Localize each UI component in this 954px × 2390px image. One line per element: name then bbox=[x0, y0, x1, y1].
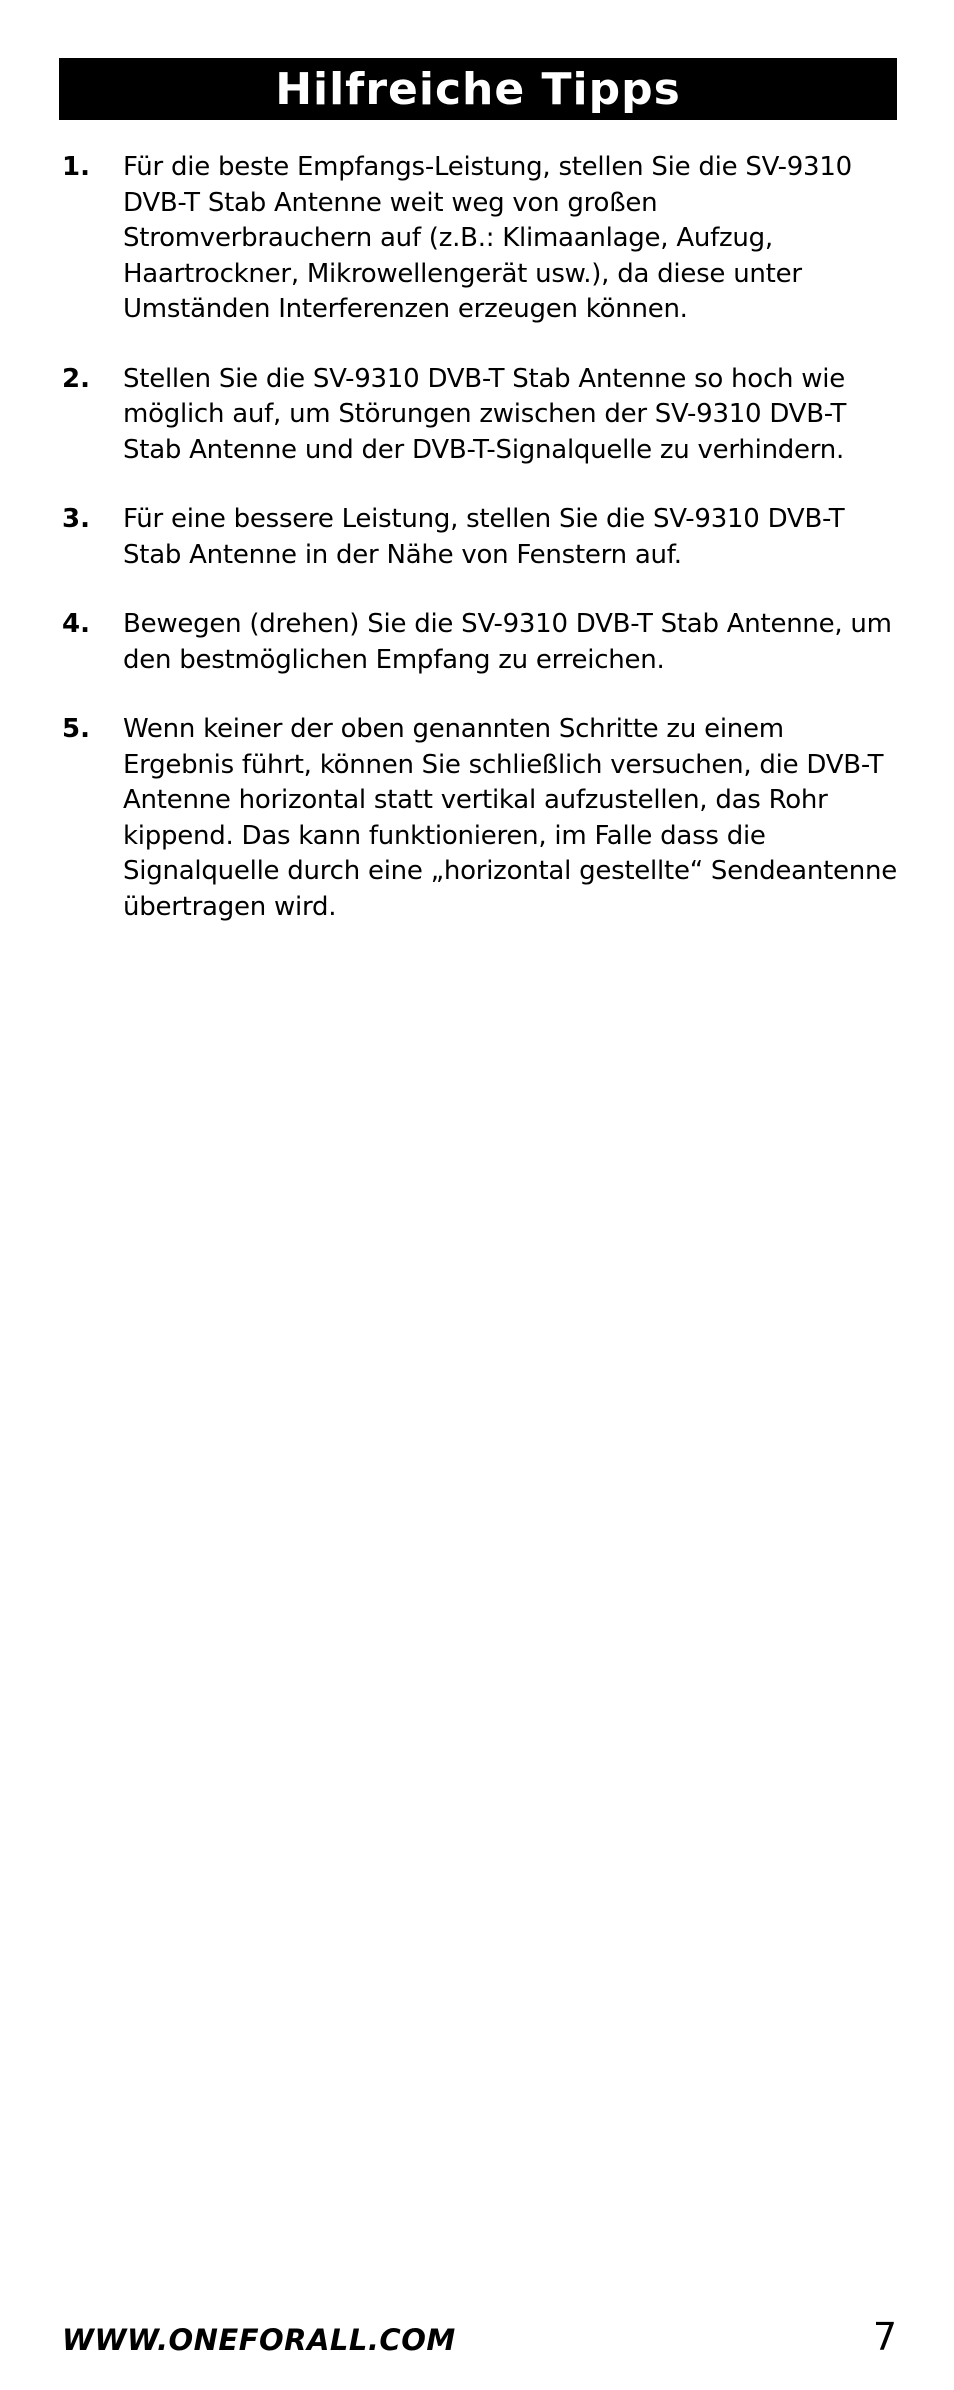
tip-item-1 bbox=[62, 150, 902, 328]
page-number: 7 bbox=[872, 2315, 897, 2359]
tip-number: 2. bbox=[62, 363, 90, 394]
tip-number: 4. bbox=[62, 609, 90, 639]
tip-item-4 bbox=[62, 607, 902, 678]
tip-number: 5. bbox=[62, 714, 90, 744]
tip-text: Für eine bessere Leistung, stellen Sie die SV-9310 DVB-T Stab Antenne in der Nähe von Fenstern auf. bbox=[123, 504, 845, 570]
page-title: Hilfreiche Tipps bbox=[275, 64, 681, 115]
tip-text: Wenn keiner der oben genannten Schritte zu einem Ergebnis führt, können Sie schließlich versuchen, die DVB-T Antenne horizontal statt vertikal aufzustellen, das Rohr kippend. Das kann funktionieren, im Falle dass die Signalquelle durch eine „horizontal gestellte“ Sendeantenne übertragen wird. bbox=[123, 714, 897, 922]
tip-text: Stellen Sie die SV-9310 DVB-T Stab Antenne so hoch wie möglich auf, um Störungen zwischen der SV-9310 DVB-T Stab Antenne und der DVB-T-Signalquelle zu verhindern. bbox=[123, 363, 847, 465]
tip-item-3 bbox=[62, 502, 902, 573]
page-title-bar bbox=[59, 58, 897, 120]
tips-list bbox=[62, 150, 902, 959]
footer-website-link[interactable]: WWW.ONEFORALL.COM bbox=[62, 2323, 456, 2357]
tip-text: Für die beste Empfangs-Leistung, stellen Sie die SV-9310 DVB-T Stab Antenne weit weg von großen Stromverbrauchern auf (z.B.: Klimaanlage, Aufzug, Haartrockner, Mikrowellengerät usw.), da diese unter Umständen Interferenzen erzeugen können. bbox=[123, 152, 852, 324]
tip-item-5 bbox=[62, 712, 902, 925]
tip-text: Bewegen (drehen) Sie die SV-9310 DVB-T Stab Antenne, um den bestmöglichen Empfang zu erreichen. bbox=[123, 609, 892, 675]
tip-item-2 bbox=[62, 362, 902, 469]
tip-number: 1. bbox=[62, 152, 90, 182]
tip-number: 3. bbox=[62, 504, 90, 534]
